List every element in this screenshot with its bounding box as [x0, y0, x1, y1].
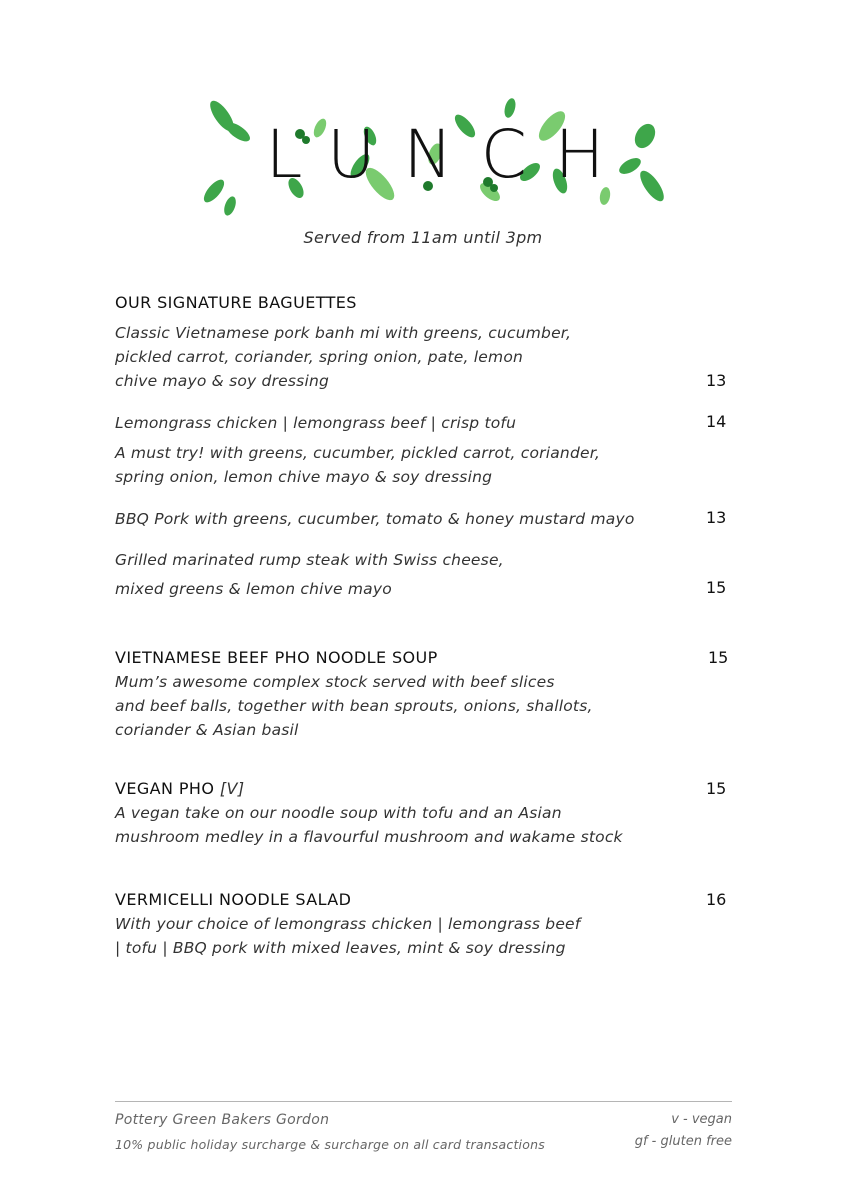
section-title-beef-pho: VIETNAMESE BEEF PHO NOODLE SOUP: [115, 648, 438, 667]
footer-surcharge-note: 10% public holiday surcharge & surcharge on all card transactions: [115, 1137, 545, 1152]
menu-item-description: A vegan take on our noodle soup with tofu and an Asian mushroom medley in a flavourful mushroom and wakame stock: [115, 804, 623, 846]
menu-item-description: Classic Vietnamese pork banh mi with greens, cucumber, pickled carrot, coriander, spring onion, pate, lemon chive mayo & soy dressing: [115, 324, 572, 390]
legend-gluten-free: gf - gluten free: [634, 1134, 732, 1149]
vegan-tag: [V]: [219, 779, 245, 798]
menu-item-price: 14: [706, 412, 727, 431]
menu-item-price: 15: [706, 578, 727, 597]
menu-item-description: mixed greens & lemon chive mayo: [115, 580, 392, 598]
menu-item-price: 15: [708, 648, 729, 667]
menu-item-description: Grilled marinated rump steak with Swiss cheese,: [115, 551, 504, 569]
menu-item-description: Mum’s awesome complex stock served with beef slices and beef balls, together with bean sprouts, onions, shallots, coriander & Asian basil: [115, 673, 593, 739]
footer-divider: [115, 1101, 732, 1102]
footer-business-name: Pottery Green Bakers Gordon: [115, 1112, 330, 1128]
section-title-vegan-pho: VEGAN PHO [V]: [115, 779, 245, 798]
menu-item-description: A must try! with greens, cucumber, pickled carrot, coriander, spring onion, lemon chive mayo & soy dressing: [115, 444, 601, 486]
section-title-vermicelli: VERMICELLI NOODLE SALAD: [115, 890, 352, 909]
menu-item-price: 15: [706, 779, 727, 798]
menu-item-price: 13: [706, 371, 727, 390]
menu-item-description: BBQ Pork with greens, cucumber, tomato & honey mustard mayo: [115, 510, 635, 528]
page-title: LUNCH: [265, 116, 633, 193]
legend-vegan: v - vegan: [671, 1112, 732, 1127]
menu-item-variants: Lemongrass chicken | lemongrass beef | crisp tofu: [115, 414, 517, 432]
menu-item-price: 16: [706, 890, 727, 909]
menu-item-description: With your choice of lemongrass chicken | lemongrass beef | tofu | BBQ pork with mixed leaves, mint & soy dressing: [115, 915, 581, 957]
served-hours: Served from 11am until 3pm: [303, 228, 543, 247]
title-banner: [200, 96, 670, 226]
section-title-baguettes: OUR SIGNATURE BAGUETTES: [115, 293, 357, 312]
menu-item-price: 13: [706, 508, 727, 527]
